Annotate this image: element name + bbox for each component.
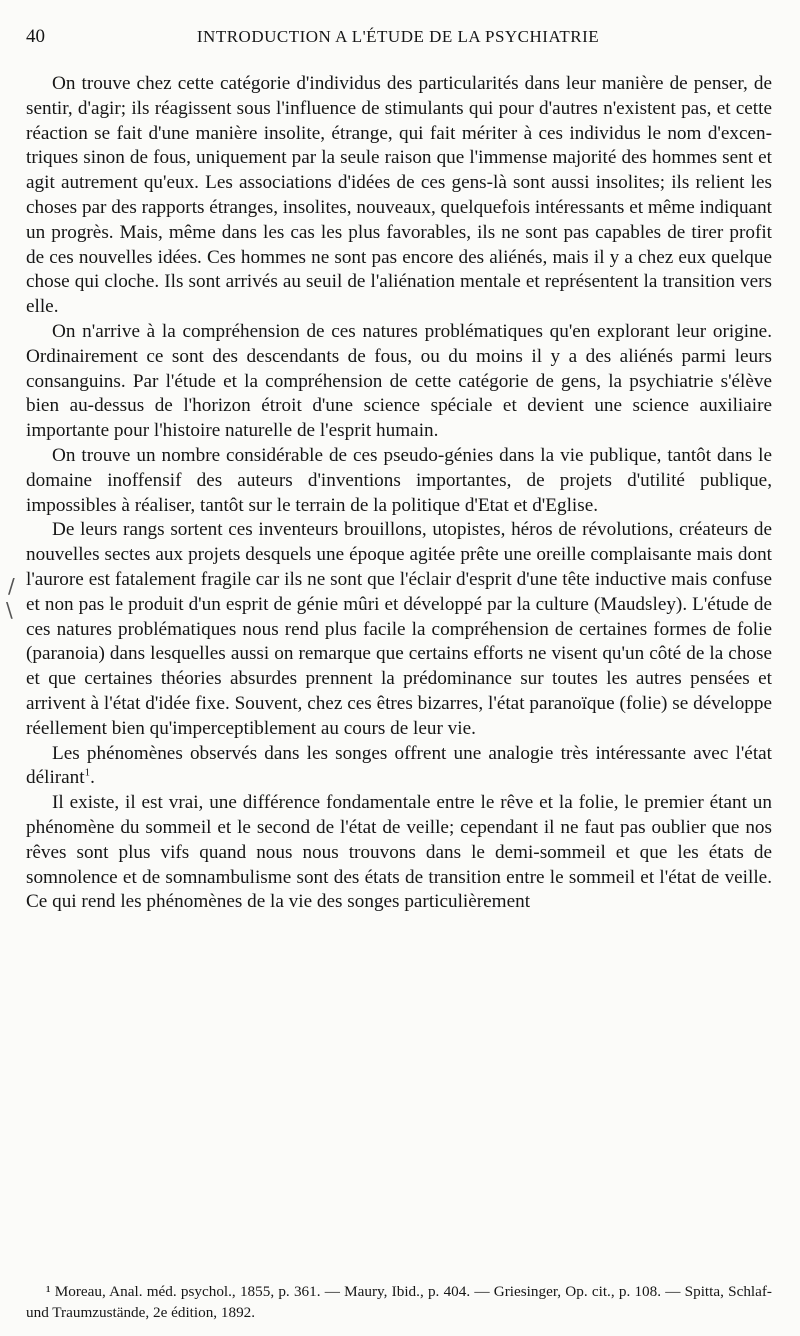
footnotes <box>26 1282 772 1323</box>
margin-slash-mark: / <box>8 574 15 598</box>
margin-check-mark: \ <box>6 598 13 622</box>
body-text <box>26 72 772 915</box>
paragraph-6: Il existe, il est vrai, une différence fondamentale entre le rêve et la folie, le premier étant un phénomène du sommeil et le second de l'état de veille; cependant il ne faut pas oublier que nos rêves sont plus vifs quand nous nous trouvons dans le demi-sommeil et que les états de somnolence et de somnambulisme sont des états de transition entre le sommeil et l'état de veille. Ce qui rend les phénomènes de la vie des songes particulièrement <box>26 792 772 913</box>
paragraph-3: On trouve un nombre considérable de ces pseudo-génies dans la vie publique, tantôt dans le domaine inoffensif des auteurs d'inventions importantes, de projets d'utilité publique, impossibles à réaliser, tantôt sur le terrain de la politique d'Etat et d'Eglise. <box>26 444 772 516</box>
running-title: INTRODUCTION A L'ÉTUDE DE LA PSYCHIATRIE <box>196 27 600 46</box>
page-header <box>26 26 770 52</box>
paragraph-1: On trouve chez cette catégorie d'individus des particularités dans leur manière de penser, de sentir, d'agir; ils réagissent sous l'influence de stimulants qui pour d'autres n'existent pas, et cette réaction se fait d'une manière insolite, étrange, qui fait mériter à ces individus le nom d'excentriques sinon de fous, uniquement par la seule raison que l'immense majorité des hommes sent et agit autrement qu'eux. Les associations d'idées de ces gens-là sont aussi insolites; ils relient les choses par des rapports étranges, insolites, nouveaux, quelquefois intéressants et même indiquant un progrès. Mais, même dans les cas les plus favorables, ils ne sont pas capables de tirer profit de ces nouvelles idées. Ces hommes ne sont pas encore des aliénés, mais il y a chez eux quelque chose qui cloche. Ils sont arrivés au seuil de l'aliénation mentale et représentent la transition vers elle. <box>26 73 772 318</box>
paragraph-4: De leurs rangs sortent ces inventeurs brouillons, utopistes, héros de révolutions, créateurs de nouvelles sectes aux projets desquels une époque agitée prête une oreille complaisante mais dont l'aurore est fatalement fragile car ils ne sont que l'éclair d'esprit d'une tête inductive mais confuse et non pas le produit d'un esprit de génie mûri et développé par la culture (Maudsley). L'étude de ces natures problématiques nous rend plus facile la compréhension de certaines formes de folie (paranoia) dans lesquelles aussi on remarque que certains efforts ne visent qu'un côté de la chose et que certaines théories absurdes prennent la prédominance sur toutes les autres pensées et arrivent à l'état d'idée fixe. Souvent, chez ces êtres bizarres, l'état paranoïque (folie) se développe réellement bien qu'imperceptiblement au cours de leur vie. <box>26 519 772 739</box>
paragraph-2: On n'arrive à la compréhension de ces natures problématiques qu'en explorant leur origine. Ordinairement ce sont des descendants de fous, ou du moins il y a des aliénés parmi leurs consanguins. Par l'étude et la compréhension de cette catégorie de gens, la psychiatrie s'élève bien au-dessus de l'horizon étroit d'une science spéciale et devient une science auxiliaire importante pour l'histoire naturelle de l'esprit humain. <box>26 320 772 442</box>
paragraph-5: Les phénomènes observés dans les songes offrent une analogie très intéressante avec l'état délirant$^1$. <box>26 742 772 789</box>
paragraph-5-text: Les phénomènes observés dans les songes offrent une analogie très intéressante avec l'état délirant <box>26 742 772 789</box>
footnote-1: ¹ Moreau, Anal. méd. psychol., 1855, p. 361. — Maury, Ibid., p. 404. — Griesinger, Op. cit., p. 108. — Spitta, Schlaf-und Traumzustände, 2e édition, 1892. <box>26 1283 772 1321</box>
page-number: 40 <box>26 26 45 47</box>
footnote-marker: 1 <box>84 766 91 779</box>
